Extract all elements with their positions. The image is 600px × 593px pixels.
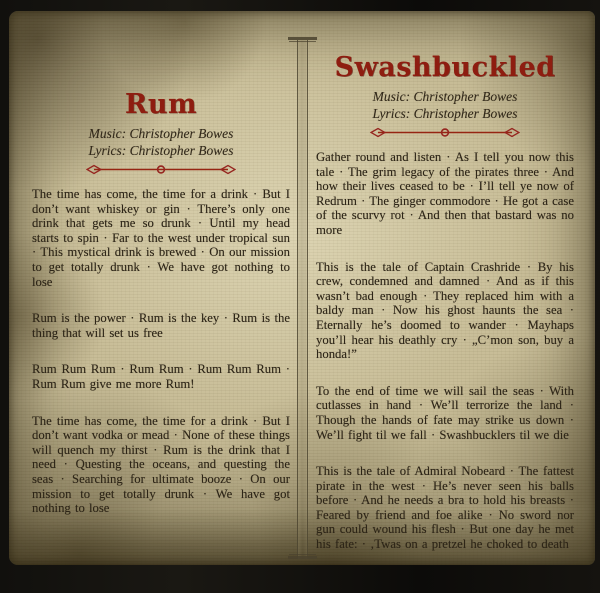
lyrics-credit: Lyrics: Christopher Bowes <box>372 106 518 121</box>
lyrics-paragraph: The time has come, the time for a drink · But I don’t want whiskey or gin · There’s only one drink that gets me so drunk · Until my head starts to spin · Far to the west under tropical sun · This mystical drink is brewed · On our mission to get totally drunk · We have got nothing to lose <box>32 187 290 289</box>
lyrics-credit: Lyrics: Christopher Bowes <box>88 143 234 158</box>
lyrics-paragraph: Rum Rum Rum · Rum Rum · Rum Rum Rum · Rum Rum give me more Rum! <box>32 362 290 391</box>
music-credit: Music: Christopher Bowes <box>88 126 234 141</box>
paper-background <box>9 11 595 565</box>
ornament-rule-icon <box>370 126 520 139</box>
song-section-swashbuckled <box>316 11 574 552</box>
song-title-rum: Rum <box>124 89 198 120</box>
lyrics-paragraph: Gather round and listen · As I tell you now this tale · The grim legacy of the pirates three · And how their lives ceased to be · I’ll tell ye now of Redrum · The ginger commodore · He got a case of the scurvy rot · And then that bastard was no more <box>316 150 574 237</box>
lyrics-paragraph: To the end of time we will sail the seas · With cutlasses in hand · We’ll terrorize the land · Though the hands of fate may strike us down · We’ll fight til we fall · Swashbucklers til we die <box>316 383 574 442</box>
lyrics-block-swashbuckled <box>316 150 574 552</box>
center-pillar-divider-icon <box>297 40 308 559</box>
lyrics-block-rum <box>32 187 290 516</box>
lyrics-paragraph: The time has come, the time for a drink · But I don’t want vodka or mead · None of these things will quench my thirst · Rum is the drink that I need · Questing the oceans, and questing the seas · Searching for ultimate booze · On our mission to get totally drunk · We have got nothing to lose <box>32 413 290 516</box>
lyrics-paragraph: This is the tale of Admiral Nobeard · The fattest pirate in the west · He’s never seen his balls before · And he needs a bra to hold his breasts · Feared by friend and foe alike · No sword nor gun could wound his flesh · But one day he met his fate: · ‚Twas on a pretzel he choked to death <box>316 464 574 552</box>
song-title-swashbuckled: Swashbuckled <box>334 52 556 83</box>
song-header-swashbuckled <box>316 54 574 139</box>
lyrics-paragraph: Rum is the power · Rum is the key · Rum is the thing that will set us free <box>32 311 290 340</box>
music-credit: Music: Christopher Bowes <box>372 89 518 104</box>
song-header-rum <box>32 91 290 176</box>
song-section-rum <box>32 11 290 516</box>
ornament-rule-icon <box>86 163 236 176</box>
lyrics-paragraph: This is the tale of Captain Crashride · By his crew, condemned and damned · And as if this wasn’t bad enough · They replaced him with a baldy man · Now his ghost haunts the sea · Eternally he’s doomed to wander · Mayhaps you’ll hear his deathly cry · „C’mon son, buy a honda!” <box>316 259 574 362</box>
